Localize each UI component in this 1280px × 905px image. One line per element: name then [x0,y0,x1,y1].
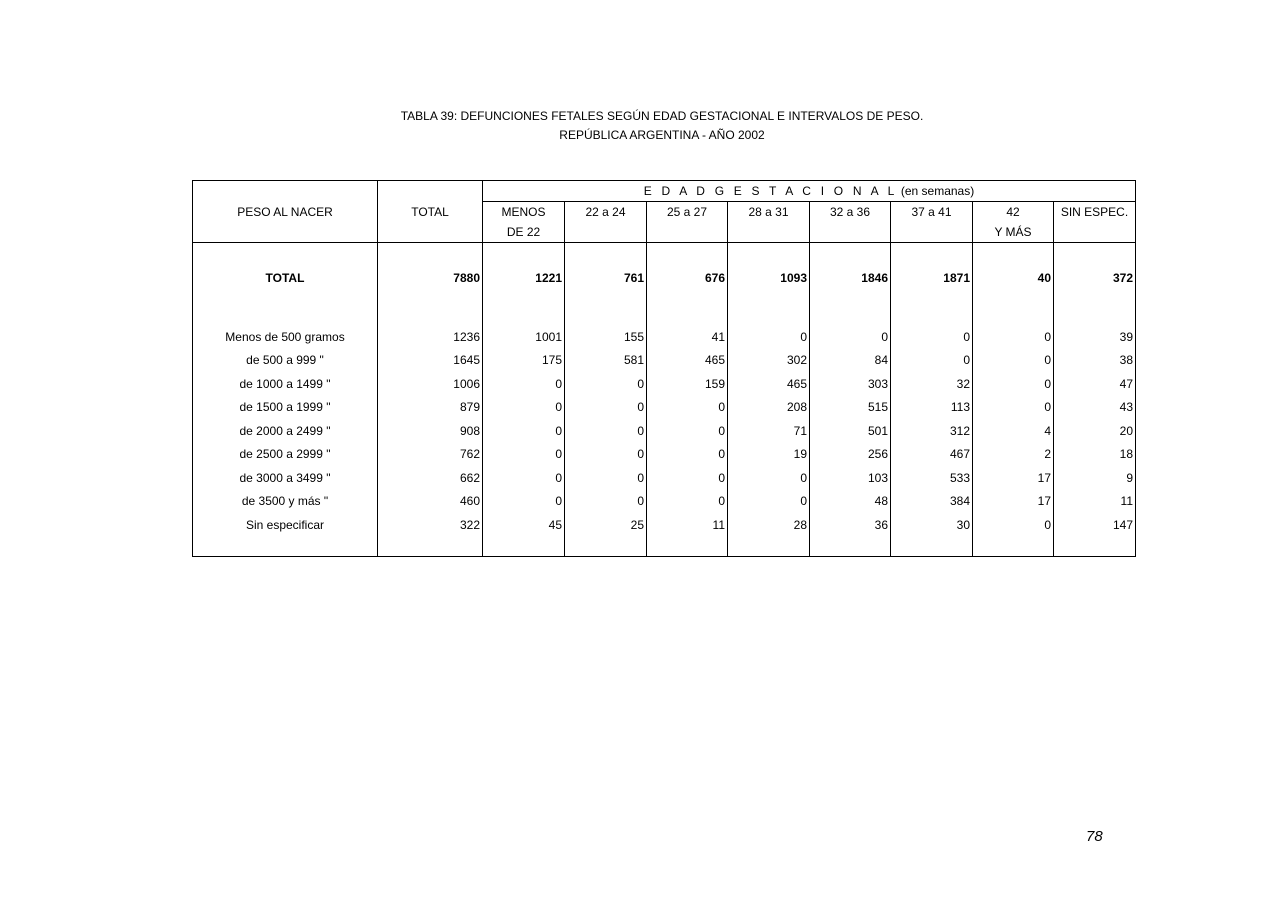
subheader-line2 [647,222,728,243]
spacer-row [193,301,1136,325]
cell-value: 533 [891,466,973,490]
data-table [192,180,1136,557]
spacer-cell [973,243,1054,256]
cell-value: 71 [728,419,810,443]
cell-value: 0 [483,443,565,467]
cell-value: 84 [810,349,891,373]
cell-value: 908 [378,419,483,443]
cell-value: 1006 [378,372,483,396]
cell-value: 28 [728,513,810,537]
spacer-cell [378,301,483,325]
subheader-line2 [728,222,810,243]
cell-value: 1645 [378,349,483,373]
spacer-cell [647,301,728,325]
row-label: Sin especificar [193,513,378,537]
cell-value: 0 [973,372,1054,396]
spacer-cell [483,301,565,325]
row-label: de 2000 a 2499 " [193,419,378,443]
spacer-cell [565,301,647,325]
cell-value: 38 [1054,349,1136,373]
cell-value: 1871 [891,255,973,301]
header-total [378,181,483,243]
cell-value: 465 [728,372,810,396]
cell-value: 256 [810,443,891,467]
header-total-label: TOTAL [411,204,449,219]
cell-value: 662 [378,466,483,490]
subheader-line1: 37 a 41 [891,202,973,223]
spacer-cell [483,243,565,256]
cell-value: 40 [973,255,1054,301]
cell-value: 208 [728,396,810,420]
cell-value: 113 [891,396,973,420]
header-edad-unit: (en semanas) [900,184,975,198]
cell-value: 0 [483,372,565,396]
subheader-line2 [891,222,973,243]
header-peso [193,181,378,243]
spacer-cell [973,301,1054,325]
subheader-line1: MENOS [483,202,565,223]
spacer-cell [565,243,647,256]
spacer-cell [728,537,810,557]
cell-value: 467 [891,443,973,467]
spacer-row [193,537,1136,557]
cell-value: 0 [973,325,1054,349]
table-subtitle: REPÚBLICA ARGENTINA - AÑO 2002 [559,128,765,142]
cell-value: 384 [891,490,973,514]
cell-value: 460 [378,490,483,514]
cell-value: 11 [647,513,728,537]
cell-value: 43 [1054,396,1136,420]
cell-value: 0 [973,513,1054,537]
cell-value: 45 [483,513,565,537]
cell-value: 20 [1054,419,1136,443]
spacer-cell [810,301,891,325]
cell-value: 39 [1054,325,1136,349]
cell-value: 0 [565,396,647,420]
header-peso-label: PESO AL NACER [237,204,333,219]
table-row [193,490,1136,514]
cell-value: 48 [810,490,891,514]
cell-value: 0 [973,349,1054,373]
cell-value: 103 [810,466,891,490]
subheader-line2: DE 22 [483,222,565,243]
cell-value: 9 [1054,466,1136,490]
cell-value: 7880 [378,255,483,301]
cell-value: 761 [565,255,647,301]
spacer-cell [810,537,891,557]
cell-value: 515 [810,396,891,420]
spacer-cell [728,243,810,256]
cell-value: 4 [973,419,1054,443]
cell-value: 1236 [378,325,483,349]
cell-value: 0 [483,490,565,514]
cell-value: 372 [1054,255,1136,301]
page-number: 78 [1086,828,1103,845]
cell-value: 0 [565,372,647,396]
row-label: de 500 a 999 " [193,349,378,373]
cell-value: 17 [973,466,1054,490]
table-row [193,349,1136,373]
cell-value: 36 [810,513,891,537]
spacer-cell [728,301,810,325]
spacer-cell [1054,537,1136,557]
cell-value: 47 [1054,372,1136,396]
cell-value: 0 [728,490,810,514]
cell-value: 0 [483,466,565,490]
cell-value: 1093 [728,255,810,301]
cell-value: 762 [378,443,483,467]
subheader-line2 [565,222,647,243]
subheader-line1: 22 a 24 [565,202,647,223]
cell-value: 0 [728,325,810,349]
row-label: de 1500 a 1999 " [193,396,378,420]
subheader-line2 [1054,222,1136,243]
cell-value: 0 [647,396,728,420]
header-edad-gestacional [483,181,1136,202]
cell-value: 1001 [483,325,565,349]
cell-value: 0 [483,396,565,420]
row-label: de 3000 a 3499 " [193,466,378,490]
table-title: TABLA 39: DEFUNCIONES FETALES SEGÚN EDAD GESTACIONAL E INTERVALOS DE PESO. [400,109,924,123]
table-row [193,443,1136,467]
cell-value: 159 [647,372,728,396]
subheader-line1: 28 a 31 [728,202,810,223]
spacer-cell [647,537,728,557]
row-label: de 1000 a 1499 " [193,372,378,396]
cell-value: 465 [647,349,728,373]
row-label: Menos de 500 gramos [193,325,378,349]
cell-value: 0 [647,443,728,467]
cell-value: 0 [565,443,647,467]
spacer-cell [193,537,378,557]
table-row [193,513,1136,537]
cell-value: 175 [483,349,565,373]
subheader-line2: Y MÁS [973,222,1054,243]
cell-value: 0 [647,419,728,443]
cell-value: 32 [891,372,973,396]
header-edad-label: E D A D G E S T A C I O N A L [643,184,898,198]
spacer-cell [193,301,378,325]
cell-value: 0 [647,466,728,490]
spacer-cell [891,301,973,325]
cell-value: 676 [647,255,728,301]
table-row [193,419,1136,443]
spacer-cell [810,243,891,256]
spacer-cell [647,243,728,256]
cell-value: 302 [728,349,810,373]
cell-value: 25 [565,513,647,537]
cell-value: 322 [378,513,483,537]
spacer-cell [378,537,483,557]
table-row [193,466,1136,490]
subheader-line1: 42 [973,202,1054,223]
cell-value: 41 [647,325,728,349]
spacer-row [193,243,1136,256]
cell-value: 0 [810,325,891,349]
table-row [193,325,1136,349]
cell-value: 18 [1054,443,1136,467]
row-label: TOTAL [193,255,378,301]
row-label: de 2500 a 2999 " [193,443,378,467]
subheader-line1: 32 a 36 [810,202,891,223]
cell-value: 30 [891,513,973,537]
cell-value: 1846 [810,255,891,301]
spacer-cell [193,243,378,256]
subheader-line2 [810,222,891,243]
spacer-cell [565,537,647,557]
row-label: de 3500 y más " [193,490,378,514]
spacer-cell [973,537,1054,557]
cell-value: 581 [565,349,647,373]
cell-value: 0 [647,490,728,514]
spacer-cell [483,537,565,557]
spacer-cell [1054,301,1136,325]
cell-value: 19 [728,443,810,467]
cell-value: 17 [973,490,1054,514]
cell-value: 0 [565,490,647,514]
cell-value: 501 [810,419,891,443]
spacer-cell [1054,243,1136,256]
cell-value: 312 [891,419,973,443]
cell-value: 155 [565,325,647,349]
cell-value: 1221 [483,255,565,301]
cell-value: 0 [565,466,647,490]
cell-value: 0 [891,325,973,349]
subheader-line1: SIN ESPEC. [1054,202,1136,223]
cell-value: 879 [378,396,483,420]
cell-value: 0 [728,466,810,490]
cell-value: 11 [1054,490,1136,514]
table-row [193,372,1136,396]
cell-value: 0 [565,419,647,443]
cell-value: 0 [483,419,565,443]
total-row [193,255,1136,301]
subheader-line1: 25 a 27 [647,202,728,223]
table-row [193,396,1136,420]
cell-value: 0 [891,349,973,373]
spacer-cell [378,243,483,256]
spacer-cell [891,537,973,557]
cell-value: 2 [973,443,1054,467]
cell-value: 147 [1054,513,1136,537]
cell-value: 0 [973,396,1054,420]
cell-value: 303 [810,372,891,396]
spacer-cell [891,243,973,256]
